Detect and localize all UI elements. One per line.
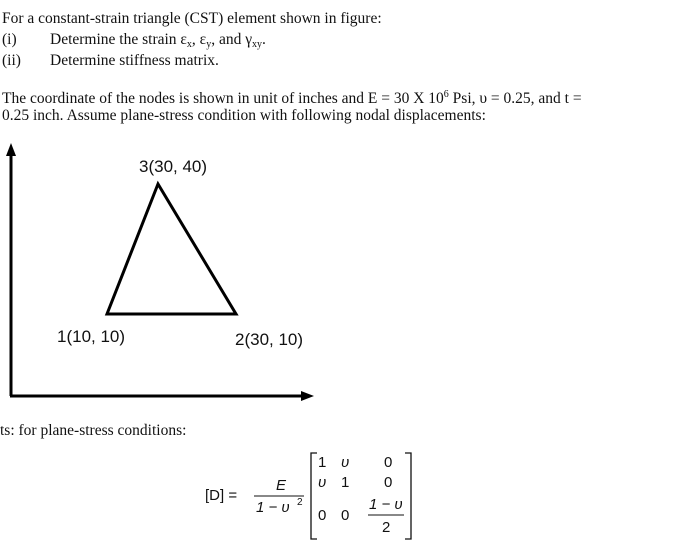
problem-intro: For a constant-strain triangle (CST) element shown in figure: — [2, 10, 382, 27]
given-line-2: 0.25 inch. Assume plane-stress condition with following nodal displacements: — [2, 107, 486, 124]
fraction-denominator: 1 − υ — [256, 499, 290, 516]
matrix-cell-1-2: υ — [341, 454, 350, 471]
question-ii-number: (ii) — [2, 52, 21, 69]
matrix-cell-3-3-denominator: 2 — [382, 519, 391, 536]
given-line-1: The coordinate of the nodes is shown in unit of inches and E = 30 X $10^6$ Psi, υ = 0.25, and t = — [2, 89, 582, 107]
matrix-right-bracket — [405, 453, 411, 539]
matrix-cell-1-3: 0 — [384, 454, 393, 471]
y-axis-arrowhead — [6, 143, 16, 156]
matrix-cell-2-2: 1 — [341, 474, 350, 491]
question-i-number: (i) — [2, 31, 17, 48]
question-i-text: Determine the strain $\varepsilon_x$, $\varepsilon_y$, and $\gamma_{xy}$. — [50, 31, 266, 50]
matrix-cell-3-3-numerator: 1 − υ — [369, 496, 403, 513]
node-1-label: 1(10, 10) — [57, 327, 126, 346]
node-2-label: 2(30, 10) — [235, 330, 304, 349]
matrix-cell-3-2: 0 — [341, 507, 350, 524]
d-matrix-equation — [0, 440, 700, 558]
x-axis-arrowhead — [301, 391, 314, 401]
matrix-cell-2-3: 0 — [384, 474, 393, 491]
node-3-label: 3(30, 40) — [139, 157, 208, 176]
hint-text: ts: for plane-stress conditions: — [0, 422, 187, 439]
fraction-denominator-exponent: 2 — [297, 497, 303, 508]
matrix-cell-3-1: 0 — [318, 507, 327, 524]
question-ii-text: Determine stiffness matrix. — [50, 52, 219, 69]
matrix-cell-2-1: υ — [318, 474, 327, 491]
matrix-left-bracket — [311, 453, 317, 539]
fraction-numerator: E — [276, 477, 287, 494]
matrix-cell-1-1: 1 — [318, 454, 327, 471]
d-matrix-lhs: [D] = — [205, 487, 238, 504]
cst-triangle — [107, 184, 236, 314]
